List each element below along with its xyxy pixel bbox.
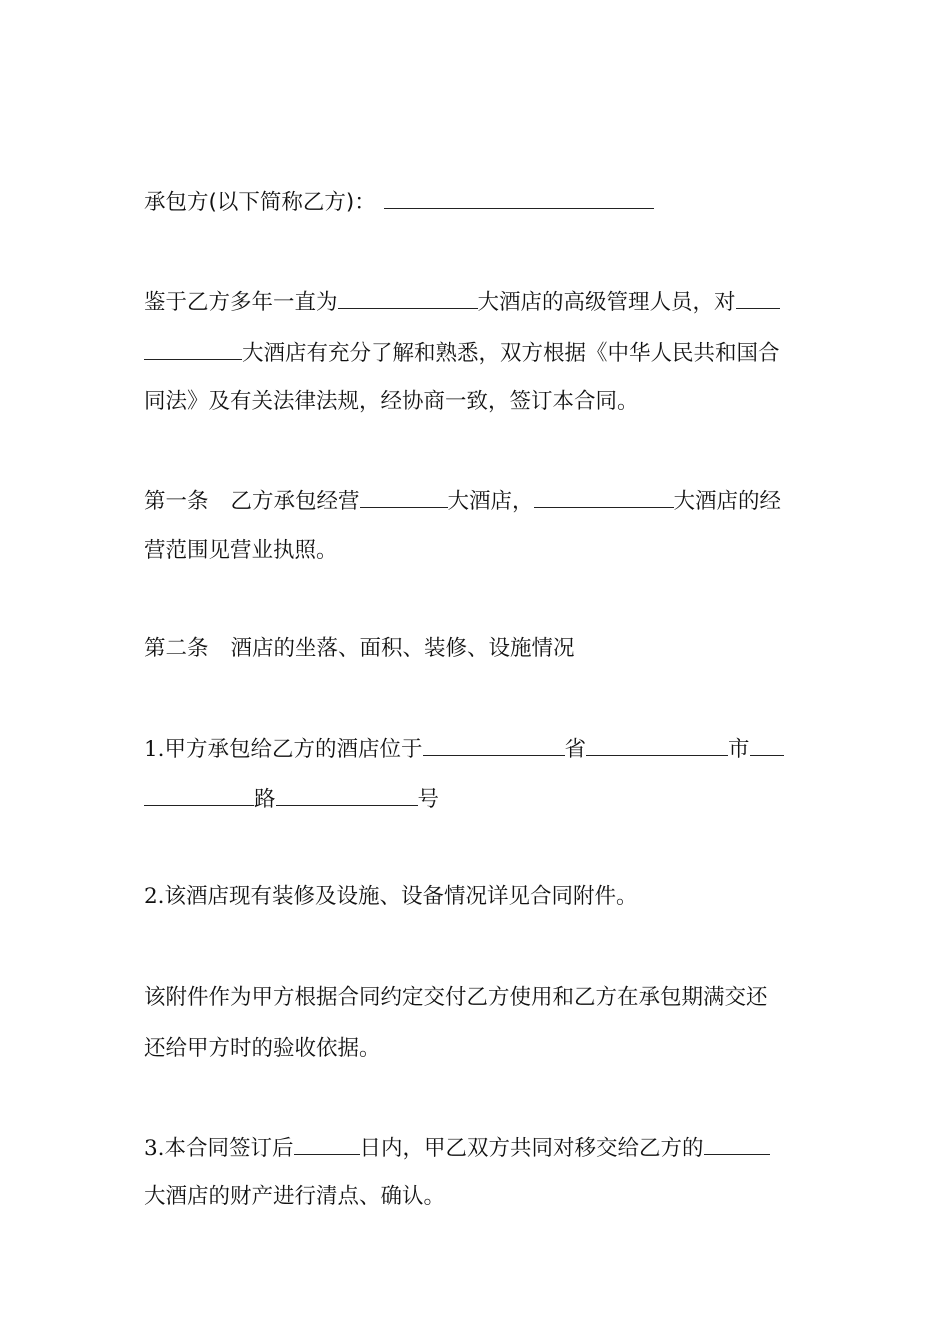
item-1-line-2 [144,783,806,815]
article-title: 酒店的坐落、面积、装修、设施情况 [230,636,575,661]
party-b-line [144,186,806,218]
item-3-line-1 [144,1132,806,1164]
days-blank[interactable] [294,1132,360,1155]
location-blank[interactable] [423,733,565,756]
road-label: 路 [254,787,276,812]
attachment-text: 还给甲方时的验收依据。 [144,1036,381,1061]
preamble-text: 鉴于乙方多年一直为 [144,290,338,315]
hotel-name-blank[interactable] [704,1132,770,1155]
item-number: 1. [144,737,165,762]
road-blank[interactable] [276,783,418,806]
preamble-text: 大酒店的高级管理人员，对 [477,290,736,315]
hotel-name-blank[interactable] [360,485,448,508]
item-2-line [144,882,806,912]
article-1-line-1 [144,485,806,517]
item-text: 大酒店的财产进行清点、确认。 [144,1184,446,1209]
item-text: 甲方承包给乙方的酒店位于 [164,737,423,762]
province-blank[interactable] [586,733,728,756]
article-2-heading-line [144,634,806,664]
preamble-line-1 [144,286,806,318]
party-b-label: 承包方(以下简称乙方)： [144,190,376,215]
attachment-line-2 [144,1034,806,1064]
hotel-name-blank[interactable] [338,286,478,309]
item-number: 3. [144,1136,165,1161]
city-blank[interactable] [144,783,254,806]
preamble-text: 大酒店有充分了解和熟悉，双方根据《中华人民共和国合 [242,341,780,366]
article-1-line-2 [144,536,806,566]
article-text: 大酒店， [447,489,534,514]
party-b-name-blank[interactable] [384,186,654,209]
item-1-line-1 [144,733,806,765]
article-heading: 第一条 [144,489,209,514]
hotel-name-blank[interactable] [736,286,780,309]
item-3-line-2 [144,1182,806,1212]
attachment-text: 该附件作为甲方根据合同约定交付乙方使用和乙方在承包期满交还 [144,985,768,1010]
city-blank[interactable] [750,733,784,756]
item-text: 该酒店现有装修及设施、设备情况详见合同附件。 [164,884,638,909]
preamble-line-3 [144,387,806,417]
province-label: 省 [564,737,587,762]
city-label: 市 [728,737,750,762]
preamble-line-2 [144,337,806,369]
article-text: 乙方承包经营 [230,489,360,514]
item-text: 日内，甲乙双方共同对移交给乙方的 [359,1136,704,1161]
number-label: 号 [417,787,440,812]
item-number: 2. [144,884,165,909]
hotel-name-blank[interactable] [144,337,242,360]
attachment-line-1 [144,983,806,1013]
hotel-name-blank[interactable] [534,485,674,508]
article-heading: 第二条 [144,636,209,661]
article-text: 营范围见营业执照。 [144,538,338,563]
preamble-text: 同法》及有关法律法规，经协商一致，签订本合同。 [144,389,639,414]
item-text: 本合同签订后 [164,1136,294,1161]
article-text: 大酒店的经 [673,489,782,514]
